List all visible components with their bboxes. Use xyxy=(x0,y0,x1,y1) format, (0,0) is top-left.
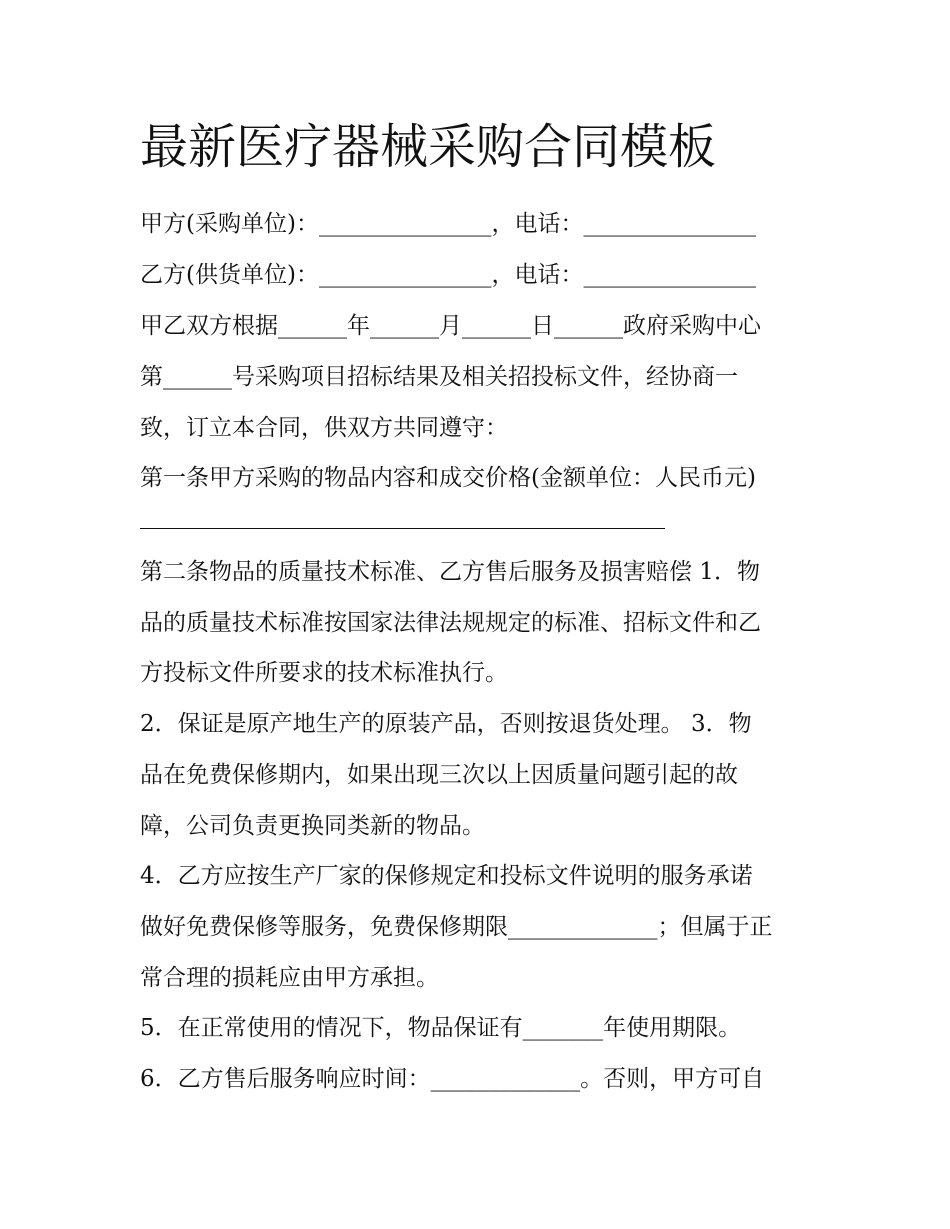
paragraph-line: 品在免费保修期内，如果出现三次以上因质量问题引起的故 xyxy=(140,762,738,788)
paragraph-line: 做好免费保修等服务，免费保修期限_____________；但属于正 xyxy=(140,914,773,940)
party-b-line: 乙方(供货单位)：_______________，电话：_______________ xyxy=(140,262,756,288)
clause-6-line: 6．乙方售后服务响应时间：_____________。否则，甲方可自 xyxy=(140,1066,765,1092)
party-a-line: 甲方(采购单位)：_______________，电话：_______________ xyxy=(140,211,756,237)
paragraph-line: 甲乙双方根据______年______月______日______政府采购中心 xyxy=(140,313,761,339)
clause-5-line: 5．在正常使用的情况下，物品保证有_______年使用期限。 xyxy=(140,1015,742,1041)
paragraph-line: 常合理的损耗应由甲方承担。 xyxy=(140,965,439,991)
paragraph-line: 第______号采购项目招标结果及相关招投标文件，经协商一 xyxy=(140,364,738,390)
blank-rule-line xyxy=(140,528,665,529)
paragraph-line: 致，订立本合同，供双方共同遵守： xyxy=(140,415,508,441)
paragraph-line: 品的质量技术标准按国家法律法规规定的标准、招标文件和乙 xyxy=(140,610,761,636)
clause-2-line: 2．保证是原产地生产的原装产品，否则按退货处理。 3．物 xyxy=(140,711,752,737)
paragraph-line: 障，公司负责更换同类新的物品。 xyxy=(140,813,485,839)
clause-4-line: 4．乙方应按生产厂家的保修规定和投标文件说明的服务承诺 xyxy=(140,863,753,889)
paragraph-line: 方投标文件所要求的技术标准执行。 xyxy=(140,660,508,686)
article-2-heading: 第二条物品的质量技术标准、乙方售后服务及损害赔偿 1．物 xyxy=(140,559,760,585)
article-1-heading: 第一条甲方采购的物品内容和成交价格(金额单位：人民币元) xyxy=(140,465,756,491)
document-title: 最新医疗器械采购合同模板 xyxy=(140,119,717,175)
